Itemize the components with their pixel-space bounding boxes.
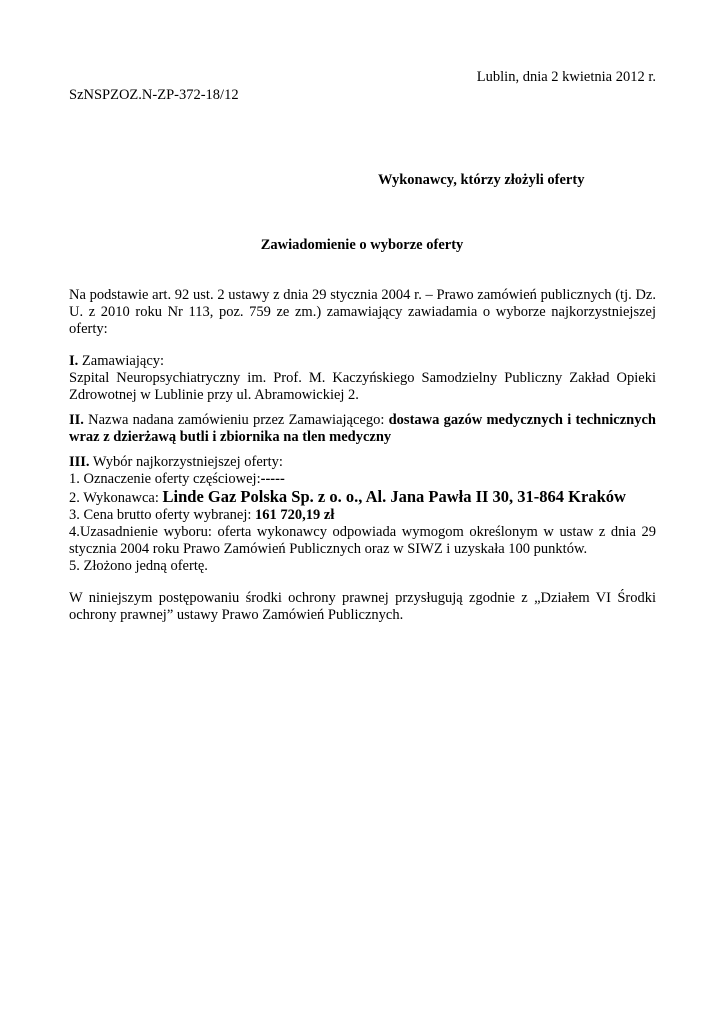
item-2-value: Linde Gaz Polska Sp. z o. o., Al. Jana Pawła II 30, 31-864 Kraków [162, 487, 626, 506]
section-2-order-name [69, 412, 656, 446]
document-body [69, 287, 656, 624]
recipient-line: Wykonawcy, którzy złożyli oferty [378, 172, 585, 188]
section-3-number: III. [69, 454, 90, 470]
item-1-partial-offer [69, 471, 656, 488]
item-1-label: 1. Oznaczenie oferty częściowej: [69, 471, 261, 487]
item-1-value: ----- [260, 471, 285, 487]
document-date: Lublin, dnia 2 kwietnia 2012 r. [476, 69, 656, 85]
item-3-label: 3. Cena brutto oferty wybranej: [69, 507, 256, 523]
section-2-value: dostawa gazów medycznych i technicznych wraz z dzierżawą butli i zbiornika na tlen medyczny [69, 412, 656, 445]
item-4-justification: 4.Uzasadnienie wyboru: oferta wykonawcy odpowiada wymogom określonym w ustaw z dnia 29 stycznia 2004 roku Prawo Zamówień Publicznych oraz w SIWZ i uzyskała 100 punktów. [69, 524, 656, 557]
section-1-ordering-party [69, 353, 656, 404]
item-3-value: 161 720,19 zł [255, 507, 335, 523]
section-1-label: Zamawiający: [78, 353, 165, 369]
section-1-number: I. [69, 353, 79, 369]
intro-paragraph: Na podstawie art. 92 ust. 2 ustawy z dnia 29 stycznia 2004 r. – Prawo zamówień publicznych (tj. Dz. U. z 2010 roku Nr 113, poz. 759 ze zm.) zamawiający zawiadamia o wyborze najkorzystniejszej oferty: [69, 287, 656, 337]
item-5-offers-count: 5. Złożono jedną ofertę. [69, 558, 208, 574]
closing-paragraph: W niniejszym postępowaniu środki ochrony prawnej przysługują zgodnie z „Działem VI Środki ochrony prawnej” ustawy Prawo Zamówień Publicznych. [69, 590, 656, 623]
case-reference-number: SzNSPZOZ.N-ZP-372-18/12 [69, 87, 239, 103]
section-3-offer-selection [69, 454, 656, 575]
item-3-gross-price [69, 507, 656, 524]
document-title: Zawiadomienie o wyborze oferty [260, 237, 464, 253]
item-2-label: 2. Wykonawca: [69, 490, 163, 506]
section-2-label: Nazwa nadana zamówieniu przez Zamawiającego: [83, 412, 389, 428]
section-1-text: Szpital Neuropsychiatryczny im. Prof. M. Kaczyńskiego Samodzielny Publiczny Zakład Opieki Zdrowotnej w Lublinie przy ul. Abramowickiej 2. [69, 370, 656, 403]
section-2-number: II. [69, 412, 84, 428]
item-2-contractor [69, 488, 656, 507]
section-3-label: Wybór najkorzystniejszej oferty: [89, 454, 283, 470]
